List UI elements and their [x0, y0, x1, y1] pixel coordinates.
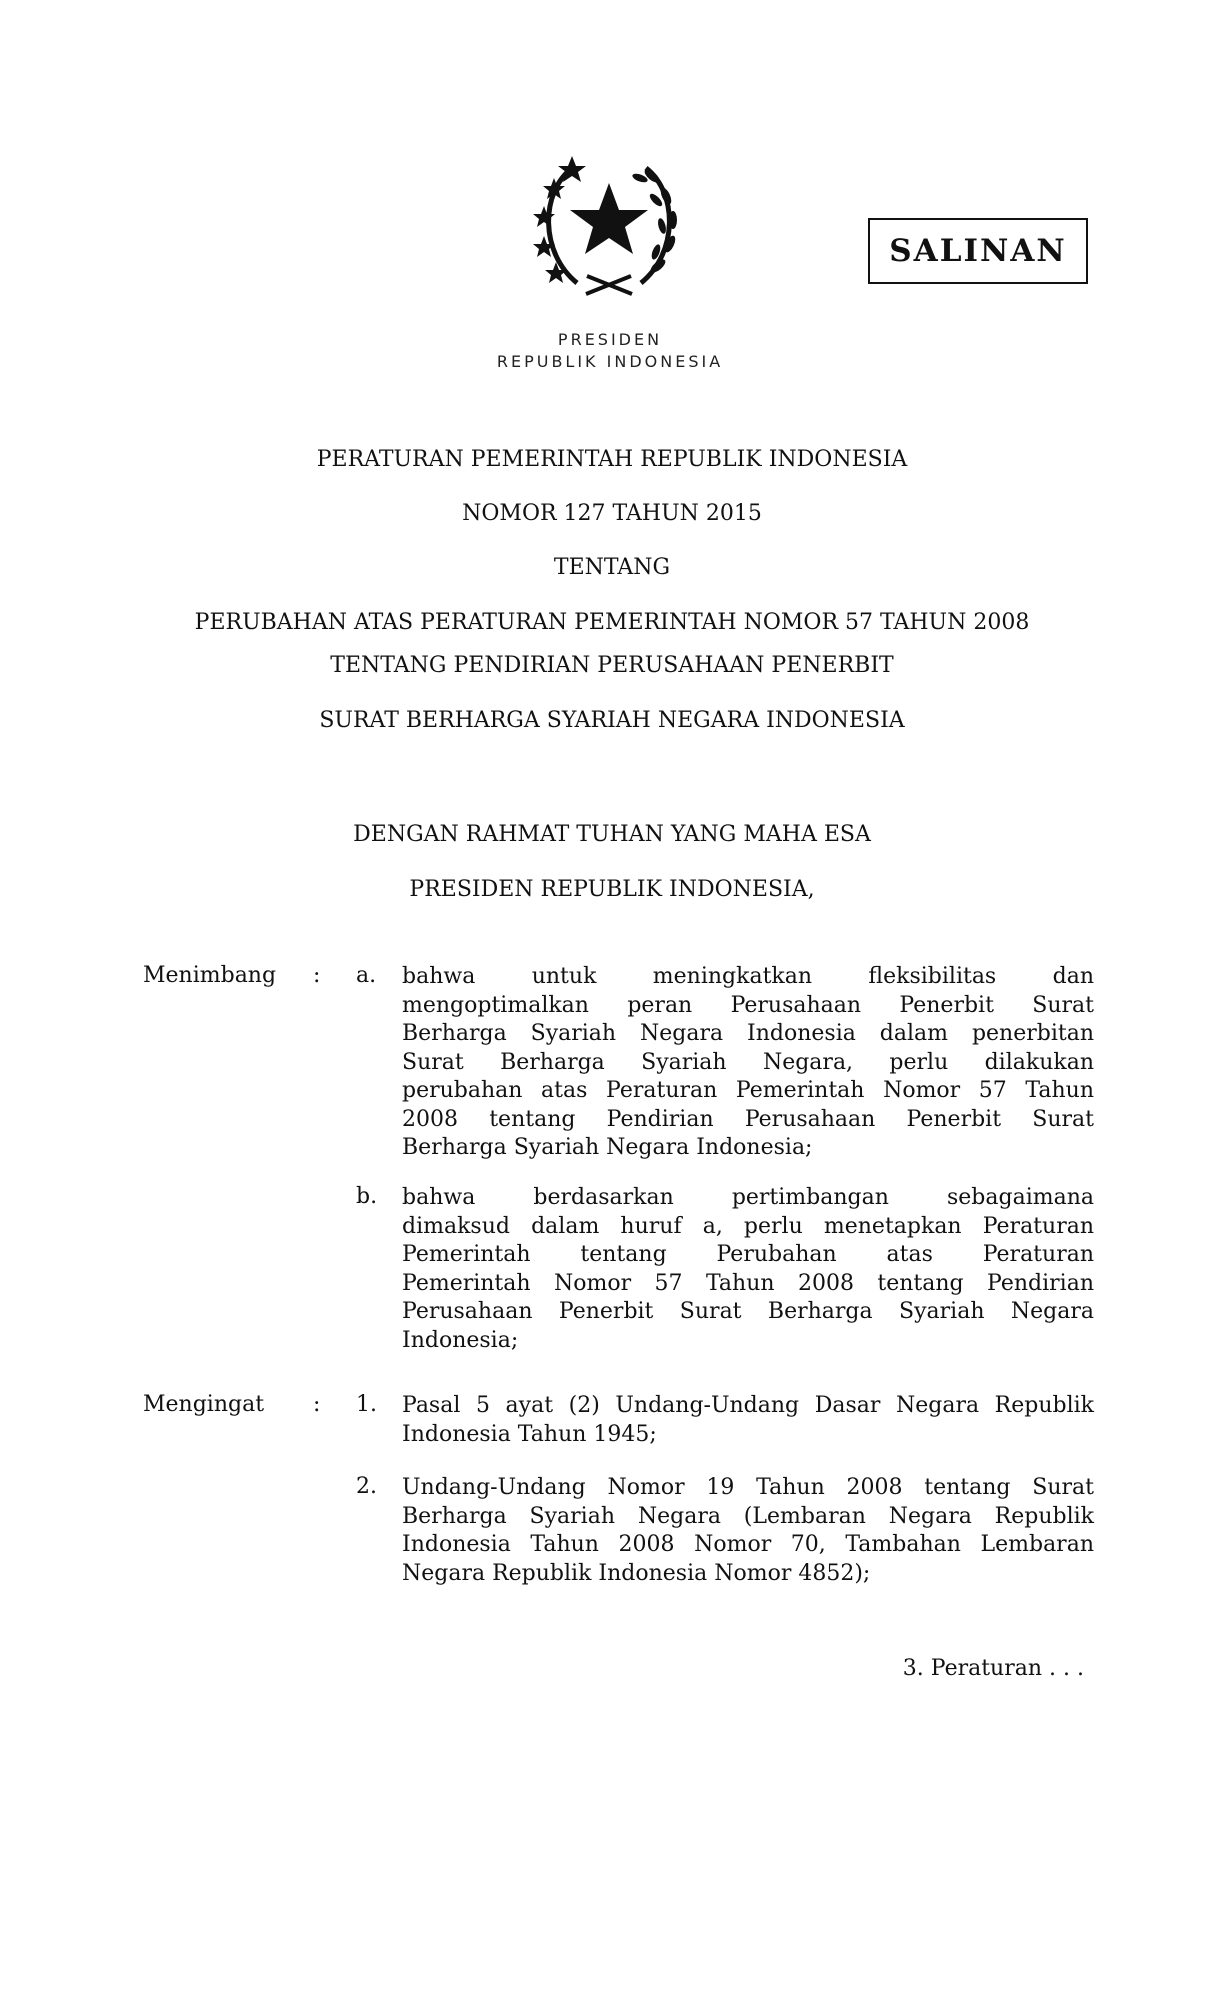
mengingat-item-2-text	[402, 1474, 1094, 1588]
text-line: 2008 tentang Pendirian Perusahaan Penerbit Surat	[402, 1106, 1094, 1132]
menimbang-label: Menimbang	[143, 963, 277, 988]
text-line: dimaksud dalam huruf a, perlu menetapkan Peraturan	[402, 1213, 1094, 1239]
regulation-about: TENTANG	[553, 555, 671, 580]
menimbang-item-b-marker: b.	[356, 1184, 378, 1209]
regulation-subject-line2: TENTANG PENDIRIAN PERUSAHAAN PENERBIT	[330, 653, 894, 678]
garuda-star-emblem-icon	[532, 148, 686, 298]
regulation-title: PERATURAN PEMERINTAH REPUBLIK INDONESIA	[316, 447, 908, 472]
text-line: bahwa untuk meningkatkan fleksibilitas dan	[402, 964, 1094, 989]
menimbang-item-b-text	[402, 1184, 1094, 1355]
text-line: Pemerintah tentang Perubahan atas Peraturan	[402, 1242, 1094, 1267]
preamble-invocation: DENGAN RAHMAT TUHAN YANG MAHA ESA	[353, 822, 871, 847]
mengingat-item-1-text	[402, 1392, 1094, 1449]
text-line: bahwa berdasarkan pertimbangan sebagaimana	[402, 1185, 1094, 1210]
text-line: mengoptimalkan peran Perusahaan Penerbit Surat	[402, 992, 1094, 1018]
menimbang-colon: :	[313, 963, 321, 988]
text-line: Perusahaan Penerbit Surat Berharga Syariah Negara	[402, 1299, 1094, 1324]
text-line: Undang-Undang Nomor 19 Tahun 2008 tentang Surat	[402, 1475, 1094, 1500]
menimbang-item-a-text	[402, 963, 1094, 1163]
regulation-subject-line3: SURAT BERHARGA SYARIAH NEGARA INDONESIA	[319, 708, 905, 733]
text-line: Indonesia;	[402, 1327, 519, 1353]
regulation-number: NOMOR 127 TAHUN 2015	[462, 501, 762, 526]
text-line: Berharga Syariah Negara (Lembaran Negara Republik	[402, 1503, 1094, 1529]
text-line: Pemerintah Nomor 57 Tahun 2008 tentang Pendirian	[402, 1270, 1094, 1296]
page-continuation: 3. Peraturan . . .	[902, 1656, 1084, 1681]
regulation-subject-line1: PERUBAHAN ATAS PERATURAN PEMERINTAH NOMOR 57 TAHUN 2008	[194, 610, 1030, 635]
menimbang-item-a-marker: a.	[356, 963, 377, 988]
text-line: Indonesia Tahun 2008 Nomor 70, Tambahan Lembaran	[402, 1532, 1094, 1557]
text-line: Indonesia Tahun 1945;	[402, 1421, 657, 1447]
mengingat-colon: :	[313, 1392, 321, 1417]
mengingat-label: Mengingat	[143, 1392, 265, 1417]
salinan-stamp-text: SALINAN	[889, 233, 1067, 269]
mengingat-item-1-marker: 1.	[356, 1392, 377, 1417]
president-caption-line2: REPUBLIK INDONESIA	[496, 352, 724, 371]
text-line: Pasal 5 ayat (2) Undang-Undang Dasar Negara Republik	[402, 1393, 1094, 1418]
text-line: Negara Republik Indonesia Nomor 4852);	[402, 1560, 871, 1586]
salinan-stamp	[868, 218, 1088, 284]
text-line: Berharga Syariah Negara Indonesia dalam penerbitan	[402, 1021, 1094, 1046]
preamble-president: PRESIDEN REPUBLIK INDONESIA,	[409, 877, 815, 902]
text-line: Surat Berharga Syariah Negara, perlu dilakukan	[402, 1049, 1094, 1075]
text-line: perubahan atas Peraturan Pemerintah Nomor 57 Tahun	[402, 1078, 1094, 1103]
text-line: Berharga Syariah Negara Indonesia;	[402, 1135, 813, 1160]
mengingat-item-2-marker: 2.	[356, 1474, 377, 1499]
president-caption-line1: PRESIDEN	[557, 330, 663, 349]
